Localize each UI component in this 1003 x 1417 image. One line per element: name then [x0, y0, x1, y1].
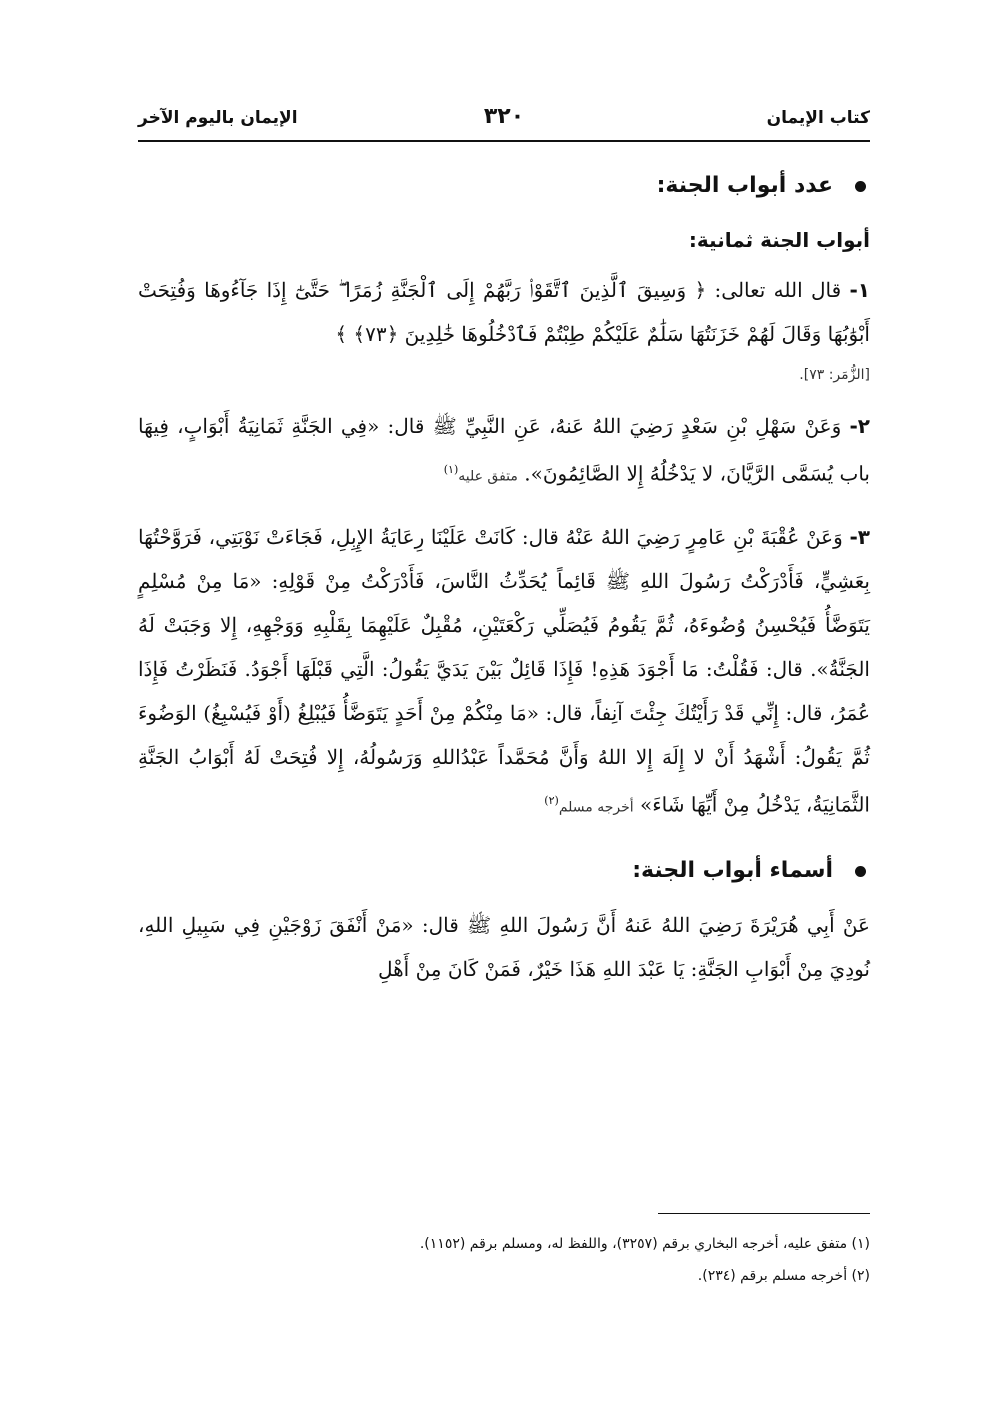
header-book-title: كتاب الإيمان — [766, 108, 870, 128]
item-1 — [138, 268, 870, 356]
footnote-1: (١) متفق عليه، أخرجه البخاري برقم (٣٢٥٧)، واللفظ له، ومسلم برقم (١١٥٢). — [419, 1236, 870, 1252]
item-number: ٣- — [849, 524, 871, 549]
page-number: ٣٢٠ — [483, 104, 525, 129]
footnote-divider — [658, 1213, 870, 1214]
hadith-gates-names: عَنْ أَبِي هُرَيْرَةَ رَضِيَ اللهُ عَنهُ أَنَّ رَسُولَ اللهِ ﷺ قال: «مَنْ أَنْفَقَ زَوْجَيْنِ فِي سَبِيلِ اللهِ، نُودِيَ مِنْ أَبْوَابِ الجَنَّةِ: يَا عَبْدَ اللهِ هَذَا خَيْرٌ، فَمَنْ كَانَ مِنْ أَهْلِ — [138, 913, 870, 982]
item-number: ١- — [849, 278, 870, 302]
footnote-2: (٢) أخرجه مسلم برقم (٢٣٤). — [697, 1268, 870, 1284]
bullet-icon — [855, 866, 866, 877]
item-intro: قال الله تعالى: — [714, 278, 842, 302]
section-heading-text: أسماء أبواب الجنة: — [632, 858, 833, 884]
subheading-eight-gates: أبواب الجنة ثمانية: — [688, 228, 870, 252]
bullet-icon — [855, 181, 866, 192]
page-body — [138, 160, 870, 995]
verse-reference: [الزُّمَر: ٧٣]. — [799, 367, 870, 383]
footnote-marker: (٢) — [544, 793, 559, 807]
footnote-marker: (١) — [443, 463, 459, 476]
hadith-source-note: أخرجه مسلم — [558, 799, 634, 816]
quran-verse: ﴿ وَسِيقَ ٱلَّذِينَ ٱتَّقَوْا۟ رَبَّهُمْ إِلَى ٱلْجَنَّةِ زُمَرًا ۖ حَتَّىٰٓ إِذَا جَآءُوهَا وَفُتِحَتْ أَبْوَٰبُهَا وَقَالَ لَهُمْ خَزَنَتُهَا سَلَٰمٌ عَلَيْكُمْ طِبْتُمْ فَٱدْخُلُوهَا خَٰلِدِينَ ﴿٧٣﴾ ﴾ — [138, 278, 870, 346]
section-heading-gates-count — [138, 164, 870, 208]
header-chapter-title: الإيمان باليوم الآخر — [138, 108, 298, 128]
section-heading-gates-names — [138, 849, 870, 893]
item-3 — [138, 515, 870, 830]
item-2 — [138, 404, 870, 499]
hadith-text: وَعَنْ عُقْبَةَ بْنِ عَامِرٍ رَضِيَ اللهُ عَنْهُ قال: كَانَتْ عَلَيْنَا رِعَايَةُ الإِبِلِ، فَجَاءَتْ نَوْبَتِي، فَرَوَّحْتُهَا بِعَشِيٍّ، فَأَدْرَكْتُ رَسُولَ اللهِ ﷺ قَائِماً يُحَدِّثُ النَّاسَ، فَأَدْرَكْتُ مِنْ قَوْلِهِ: «مَا مِنْ مُسْلِمٍ يَتَوَضَّأُ فَيُحْسِنُ وُضُوءَهُ، ثُمَّ يَقُومُ فَيُصَلِّي رَكْعَتَيْنِ، مُقْبِلٌ عَلَيْهِمَا بِقَلْبِهِ وَوَجْهِهِ، إِلا وَجَبَتْ لَهُ الجَنَّةُ». قال: فَقُلْتُ: مَا أَجْوَدَ هَذِهِ! فَإِذَا قَائِلٌ بَيْنَ يَدَيَّ يَقُولُ: الَّتِي قَبْلَهَا أَجْوَدُ. فَنَظَرْتُ فَإِذَا عُمَرُ، قال: إِنِّي قَدْ رَأَيْتُكَ جِئْتَ آنِفاً، قال: «مَا مِنْكُمْ مِنْ أَحَدٍ يَتَوَضَّأُ فَيُبْلِغُ (أَوْ فَيُسْبِغُ) الوَضُوءَ ثُمَّ يَقُولُ: أَشْهَدُ أَنْ لا إِلَهَ إِلا اللهُ وَأَنَّ مُحَمَّداً عَبْدُاللهِ وَرَسُولُهُ، إِلا فُتِحَتْ لَهُ أَبْوَابُ الجَنَّةِ الثَّمَانِيَةُ، يَدْخُلُ مِنْ أَيِّهَا شَاءَ» — [138, 524, 870, 817]
header-divider — [138, 140, 870, 142]
page-header — [138, 104, 870, 138]
item-number: ٢- — [849, 414, 870, 438]
section-heading-text: عدد أبواب الجنة: — [656, 173, 833, 198]
hadith-source-note: متفق عليه — [458, 468, 518, 485]
hadith-text: وَعَنْ سَهْلِ بْنِ سَعْدٍ رَضِيَ اللهُ عَنهُ، عَنِ النَّبِيِّ ﷺ قال: «فِي الجَنَّةِ ثَمَانِيَةُ أَبْوَابٍ، فِيهَا باب يُسَمَّى الرَّيَّانَ، لا يَدْخُلُهُ إِلا الصَّائِمُونَ». — [138, 414, 870, 486]
footnotes — [138, 1228, 870, 1292]
